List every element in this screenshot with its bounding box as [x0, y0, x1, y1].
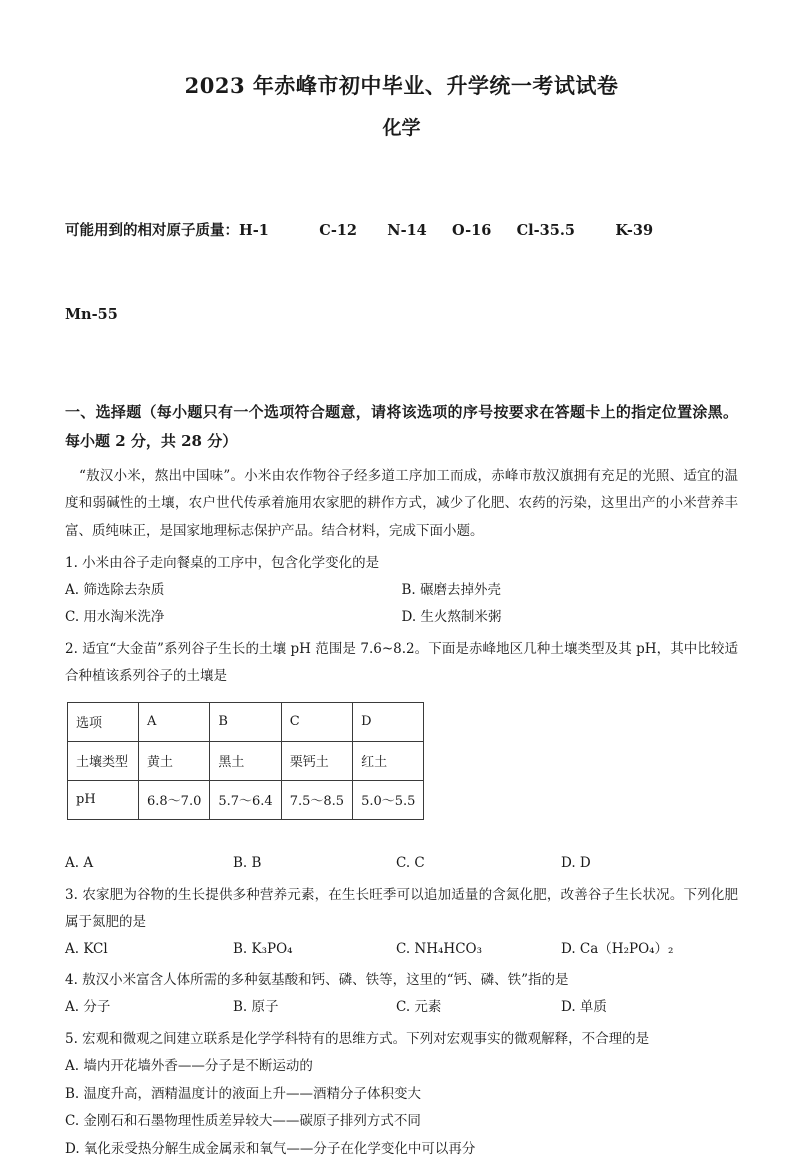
question-3-option-c[interactable]: C. NH₄HCO₃: [396, 940, 483, 957]
table-row: [68, 780, 424, 819]
table-header-c: C: [281, 702, 352, 741]
question-2-options-row: [65, 850, 738, 878]
question-1-options-row-2: [65, 604, 738, 632]
question-5-option-b[interactable]: B. 温度升高，酒精温度计的液面上升——酒精分子体积变大: [65, 1085, 422, 1102]
question-1-stem: 1. 小米由谷子走向餐桌的工序中，包含化学变化的是: [65, 554, 380, 571]
question-2-option-d[interactable]: D. D: [561, 854, 591, 871]
section-heading: 一、选择题（每小题只有一个选项符合题意，请将该选项的序号按要求在答题卡上的指定位置涂黑。每小题 2 分，共 28 分）: [65, 403, 738, 451]
question-4-option-d[interactable]: D. 单质: [561, 999, 607, 1016]
table-header-a: A: [139, 702, 210, 741]
question-2-option-b[interactable]: B. B: [233, 854, 262, 871]
soil-type-table: [67, 702, 424, 820]
question-3-stem: 3. 农家肥为谷物的生长提供多种营养元素，在生长旺季可以追加适量的含氮化肥，改善谷子生长状况。下列化肥属于氮肥的是: [65, 886, 738, 930]
question-5-options: [65, 1053, 738, 1164]
question-3-options-row: [65, 936, 738, 964]
table-row: [68, 741, 424, 780]
table-header-option: 选项: [68, 702, 139, 741]
question-3-option-b[interactable]: B. K₃PO₄: [233, 940, 293, 957]
table-cell-soil-a: 黄土: [139, 741, 210, 780]
question-2-stem: 2. 适宜“大金苗”系列谷子生长的土壤 pH 范围是 7.6~8.2。下面是赤峰地区几种土壤类型及其 pH，其中比较适合种植该系列谷子的土壤是: [65, 640, 738, 684]
question-4-option-a[interactable]: A. 分子: [65, 999, 111, 1016]
table-cell-ph-c: 7.5～8.5: [281, 780, 352, 819]
question-5-option-c[interactable]: C. 金刚石和石墨物理性质差异较大——碳原子排列方式不同: [65, 1113, 421, 1130]
question-5-option-d[interactable]: D. 氧化汞受热分解生成金属汞和氧气——分子在化学变化中可以再分: [65, 1141, 476, 1158]
table-cell-soil-d: 红土: [353, 741, 424, 780]
table-cell-soil-b: 黑土: [210, 741, 281, 780]
table-header-b: B: [210, 702, 281, 741]
question-1-option-c[interactable]: C. 用水淘米洗净: [65, 609, 165, 626]
question-4-option-b[interactable]: B. 原子: [233, 999, 279, 1016]
subject-title: 化学: [382, 116, 421, 139]
question-3-option-d[interactable]: D. Ca（H₂PO₄）₂: [561, 940, 674, 957]
question-3-option-a[interactable]: A. KCl: [65, 940, 108, 957]
question-1-option-b[interactable]: B. 碾磨去掉外壳: [401, 581, 502, 598]
question-2-option-a[interactable]: A. A: [65, 854, 94, 871]
question-5-option-a[interactable]: A. 墙内开花墙外香——分子是不断运动的: [65, 1058, 313, 1074]
question-1-options-row-1: [65, 577, 738, 605]
question-5-stem: 5. 宏观和微观之间建立联系是化学学科特有的思维方式。下列对宏观事实的微观解释，不合理的是: [65, 1031, 650, 1047]
table-header-d: D: [353, 702, 424, 741]
table-cell-ph-a: 6.8～7.0: [139, 780, 210, 819]
question-4-options-row: [65, 994, 738, 1022]
page-title: 2023 年赤峰市初中毕业、升学统一考试试卷: [184, 73, 619, 98]
question-4-option-c[interactable]: C. 元素: [396, 999, 442, 1016]
question-1-option-d[interactable]: D. 生火熬制米粥: [401, 609, 502, 626]
question-1-option-a[interactable]: A. 筛选除去杂质: [65, 581, 165, 598]
table-cell-soil-c: 栗钙土: [281, 741, 352, 780]
atomic-masses: [65, 160, 738, 386]
question-2-option-c[interactable]: C. C: [396, 854, 425, 871]
table-row: [68, 702, 424, 741]
table-label-ph: pH: [68, 780, 139, 819]
question-4-stem: 4. 敖汉小米富含人体所需的多种氨基酸和钙、磷、铁等，这里的“钙、磷、铁”指的是: [65, 972, 569, 989]
table-cell-ph-d: 5.0～5.5: [353, 780, 424, 819]
atomic-masses-line-2: Mn-55: [65, 306, 118, 324]
intro-passage: “敖汉小米，熬出中国味”。小米由农作物谷子经多道工序加工而成，赤峰市敖汉旗拥有充足的光照、适宜的温度和弱碱性的土壤，农户世代传承着施用农家肥的耕作方式，减少了化肥、农药的污染，这里出产的小米营养丰富、质纯味正，是国家地理标志保护产品。结合材料，完成下面小题。: [65, 467, 738, 539]
atomic-masses-line-1: 可能用到的相对原子质量：H-1 C-12 N-14 O-16 Cl-35.5 K-39: [65, 221, 654, 239]
table-cell-ph-b: 5.7～6.4: [210, 780, 281, 819]
table-label-soil-type: 土壤类型: [68, 741, 139, 780]
